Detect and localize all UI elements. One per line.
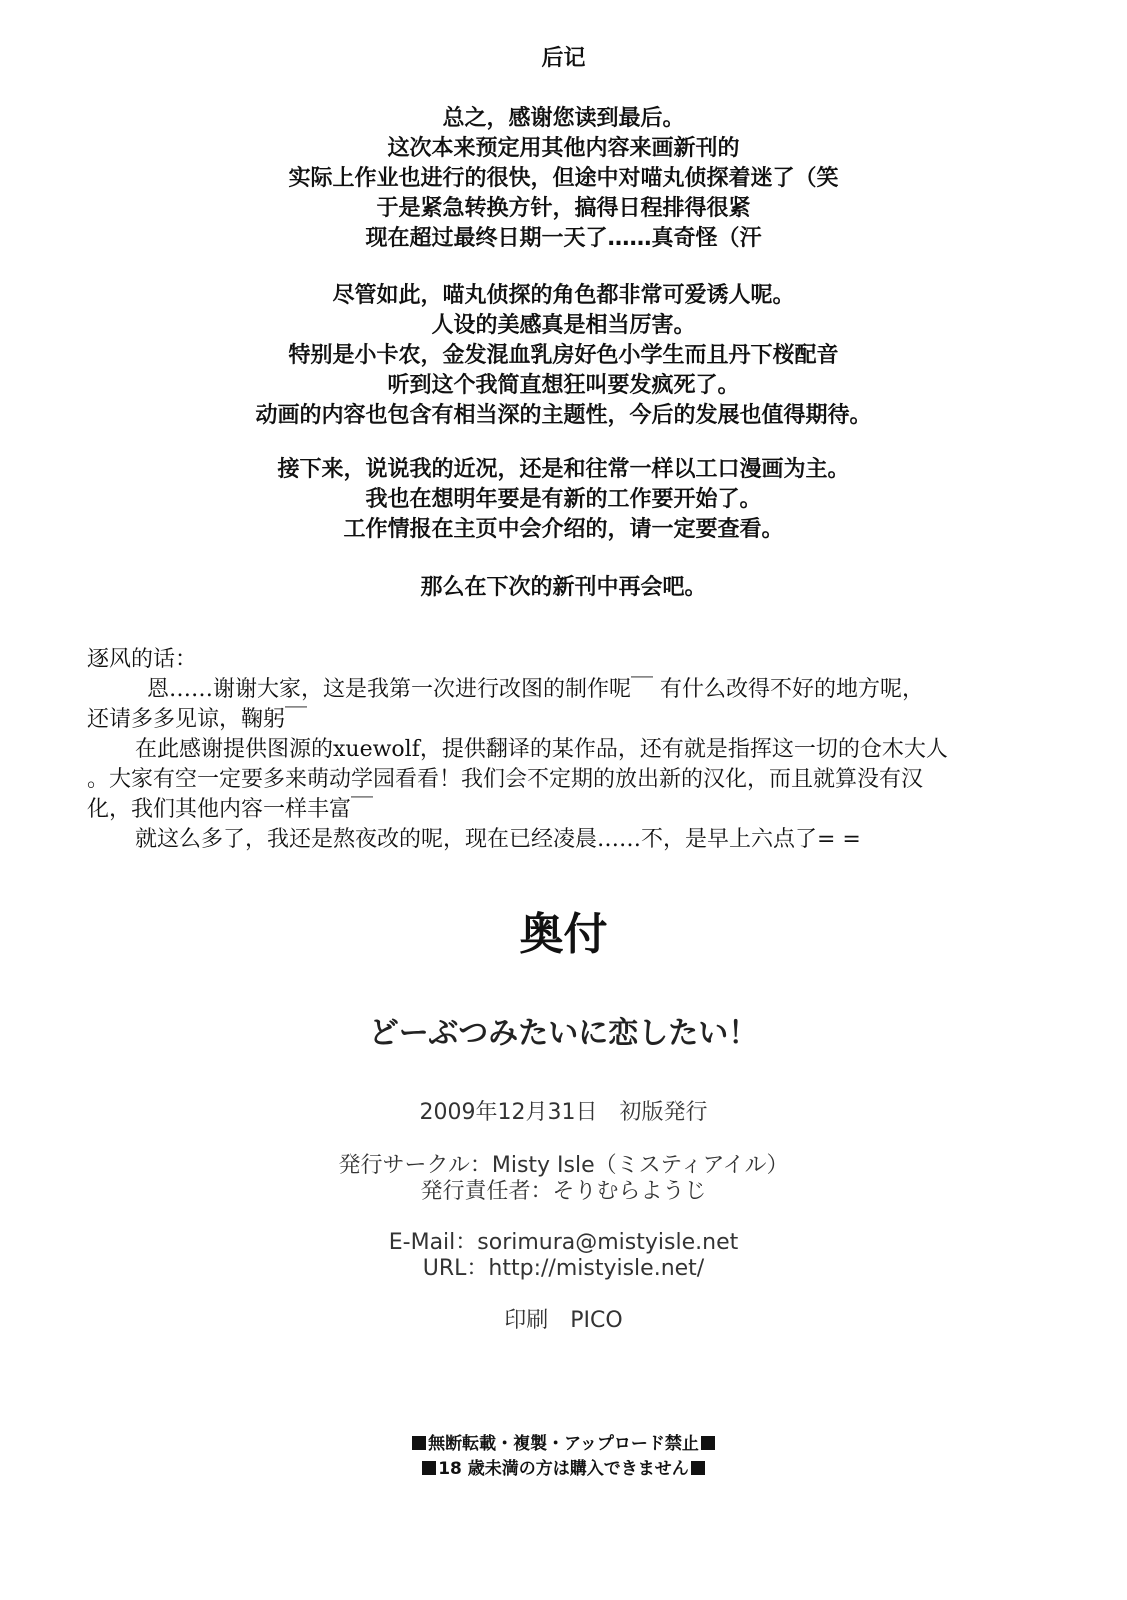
square-bullet-icon [701, 1436, 715, 1450]
circle-name: 発行サークル：Misty Isle（ミスティアイル） [338, 1153, 789, 1178]
text-line: 于是紧急转换方针，搞得日程排得很紧 [376, 196, 751, 221]
printer-info: 印刷 PICO [504, 1308, 623, 1333]
website-url: URL：http://mistyisle.net/ [422, 1256, 705, 1281]
text-line: 实际上作业也进行的很快，但途中对喵丸侦探着迷了（笑 [288, 166, 839, 191]
text-line: 人设的美感真是相当厉害。 [431, 313, 696, 338]
notice-text: 無断転載・複製・アップロード禁止 [428, 1434, 699, 1454]
publisher-info [0, 1153, 1127, 1205]
notice-text: 18 歳未満の方は購入できません [438, 1459, 689, 1479]
square-bullet-icon [412, 1436, 426, 1450]
text-line: 我也在想明年要是有新的工作要开始了。 [365, 487, 762, 512]
text-line: 在此感谢提供图源的xuewolf，提供翻译的某作品，还有就是指挥这一切的仓木大人 [135, 737, 948, 762]
afterword-title: 后记 [541, 46, 586, 71]
text-line: 那么在下次的新刊中再会吧。 [420, 575, 707, 600]
text-line: 尽管如此，喵丸侦探的角色都非常可爱诱人呢。 [332, 283, 795, 308]
afterword-paragraph-1 [0, 104, 1127, 254]
book-title: どーぶつみたいに恋したい！ [368, 1016, 759, 1051]
text-line: 就这么多了，我还是熬夜改的呢，现在已经凌晨……不，是早上六点了= = [135, 827, 861, 852]
afterword-paragraph-2 [0, 281, 1127, 431]
text-line: 现在超过最终日期一天了……真奇怪（汗 [365, 226, 762, 251]
text-line: 听到这个我简直想狂叫要发疯死了。 [387, 373, 740, 398]
afterword-paragraph-4 [0, 573, 1127, 603]
translator-note [87, 645, 1047, 855]
text-line: 总之，感谢您读到最后。 [442, 106, 685, 131]
contact-info [0, 1230, 1127, 1282]
text-line: 动画的内容也包含有相当深的主题性，今后的发展也值得期待。 [255, 403, 872, 428]
text-line: 还请多多见谅，鞠躬￣ [87, 707, 308, 732]
notice-block [0, 1432, 1127, 1482]
colophon-title: 奥付 [519, 909, 608, 960]
text-line: 工作情报在主页中会介绍的，请一定要查看。 [343, 517, 784, 542]
text-line: 接下来，说说我的近况，还是和往常一样以工口漫画为主。 [277, 457, 850, 482]
notice-age-restriction [0, 1457, 1127, 1482]
text-line: 化，我们其他内容一样丰富￣ [87, 797, 374, 822]
notice-no-reproduction [0, 1432, 1127, 1457]
afterword-paragraph-3 [0, 455, 1127, 545]
responsible-person: 発行責任者：そりむらようじ [420, 1179, 707, 1204]
text-line: 这次本来预定用其他内容来画新刊的 [387, 136, 740, 161]
email-address: E-Mail：sorimura@mistyisle.net [388, 1230, 739, 1255]
square-bullet-icon [422, 1461, 436, 1475]
text-line: 。大家有空一定要多来萌动学园看看！我们会不定期的放出新的汉化，而且就算没有汉 [87, 767, 924, 792]
text-line: 特别是小卡农，金发混血乳房好色小学生而且丹下桜配音 [288, 343, 839, 368]
square-bullet-icon [691, 1461, 705, 1475]
translator-heading: 逐风的话： [87, 647, 198, 672]
publication-date: 2009年12月31日 初版発行 [419, 1100, 708, 1125]
text-line: 恩……谢谢大家，这是我第一次进行改图的制作呢￣ 有什么改得不好的地方呢， [147, 677, 924, 702]
